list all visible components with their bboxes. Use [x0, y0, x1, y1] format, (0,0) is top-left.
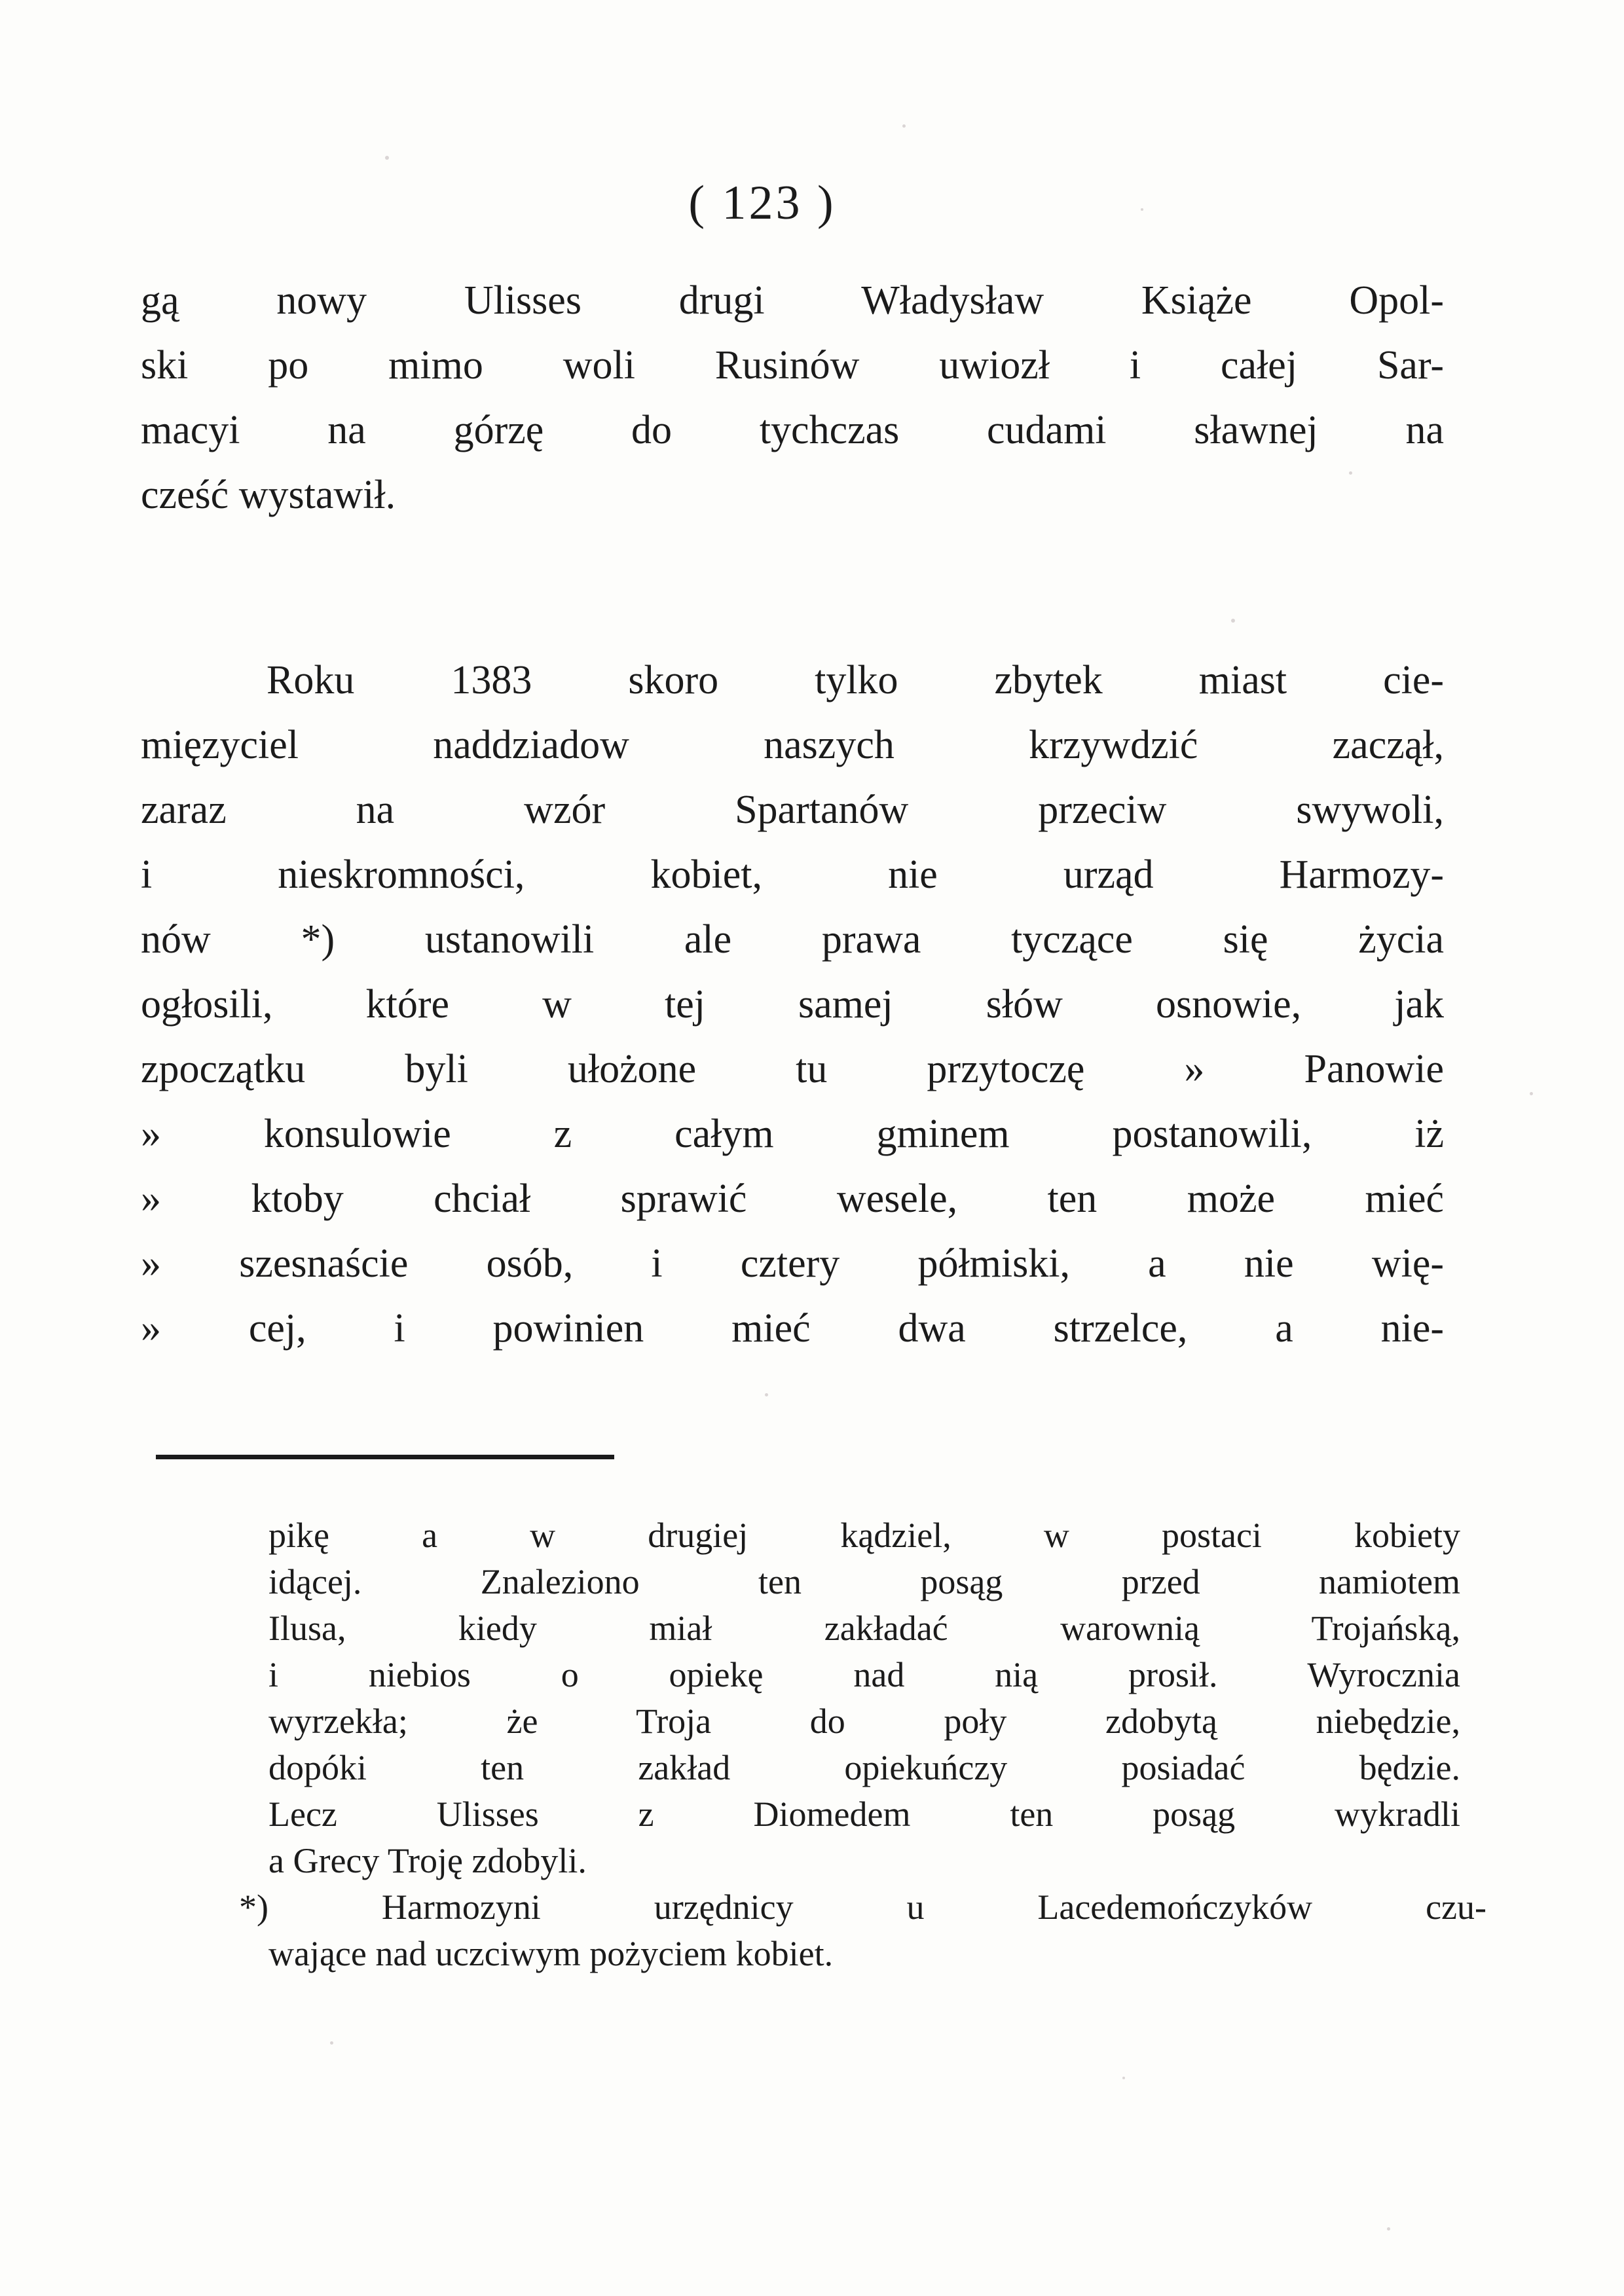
text-line: » konsulowie z całym gminem postanowili, iż: [141, 1112, 1444, 1156]
footnote-line: Lecz Ulisses z Diomedem ten posąg wykradli: [268, 1795, 1460, 1834]
text-line: ski po mimo woli Rusinów uwiozł i całej Sar-: [141, 343, 1444, 388]
footnote-line: a Grecy Troję zdobyli.: [268, 1841, 587, 1880]
page-number: ( 123 ): [688, 176, 836, 230]
footnote-line: wające nad uczciwym pożyciem kobiet.: [268, 1934, 834, 1973]
text-line: zpoczątku byli ułożone tu przytoczę » Panowie: [141, 1047, 1444, 1091]
text-line: cześć wystawił.: [141, 473, 396, 517]
footnote-continuation: [268, 1512, 1460, 1884]
text-line: » szesnaście osób, i cztery półmiski, a nie wię-: [141, 1241, 1444, 1286]
paragraph-2: [141, 648, 1444, 1361]
footnote-harmozyni: [239, 1884, 1486, 1977]
text-line: Roku 1383 skoro tylko zbytek miast cie-: [267, 658, 1444, 702]
text-line: macyi na górzę do tychczas cudami sławnej na: [141, 408, 1444, 452]
footnote-line: wyrzekła; że Troja do poły zdobytą niebędzie,: [268, 1702, 1460, 1741]
footnote-divider: [156, 1455, 614, 1459]
footnote-line: i niebios o opiekę nad nią prosił. Wyrocznia: [268, 1655, 1460, 1694]
footnote-line: Ilusa, kiedy miał zakładać warownią Trojańską,: [268, 1609, 1460, 1648]
text-line: » ktoby chciał sprawić wesele, ten może mieć: [141, 1176, 1444, 1221]
footnote-line: *) Harmozyni urzędnicy u Lacedemończyków czu-: [239, 1887, 1486, 1927]
text-line: » cej, i powinien mieć dwa strzelce, a nie-: [141, 1306, 1444, 1351]
text-line: ogłosili, które w tej samej słów osnowie, jak: [141, 982, 1444, 1027]
text-line: mięzyciel naddziadow naszych krzywdzić zaczął,: [141, 723, 1444, 767]
text-line: gą nowy Ulisses drugi Władysław Książe Opol-: [141, 278, 1444, 323]
text-line: i nieskromności, kobiet, nie urząd Harmozy-: [141, 852, 1444, 897]
footnote-line: idącej. Znaleziono ten posąg przed namiotem: [268, 1562, 1460, 1601]
footnote-line: pikę a w drugiej kądziel, w postaci kobiety: [268, 1516, 1460, 1555]
footnote-line: dopóki ten zakład opiekuńczy posiadać będzie.: [268, 1748, 1460, 1787]
paragraph-1: [141, 268, 1444, 528]
text-line: zaraz na wzór Spartanów przeciw swywoli,: [141, 788, 1444, 832]
text-line: nów *) ustanowili ale prawa tyczące się życia: [141, 917, 1444, 962]
